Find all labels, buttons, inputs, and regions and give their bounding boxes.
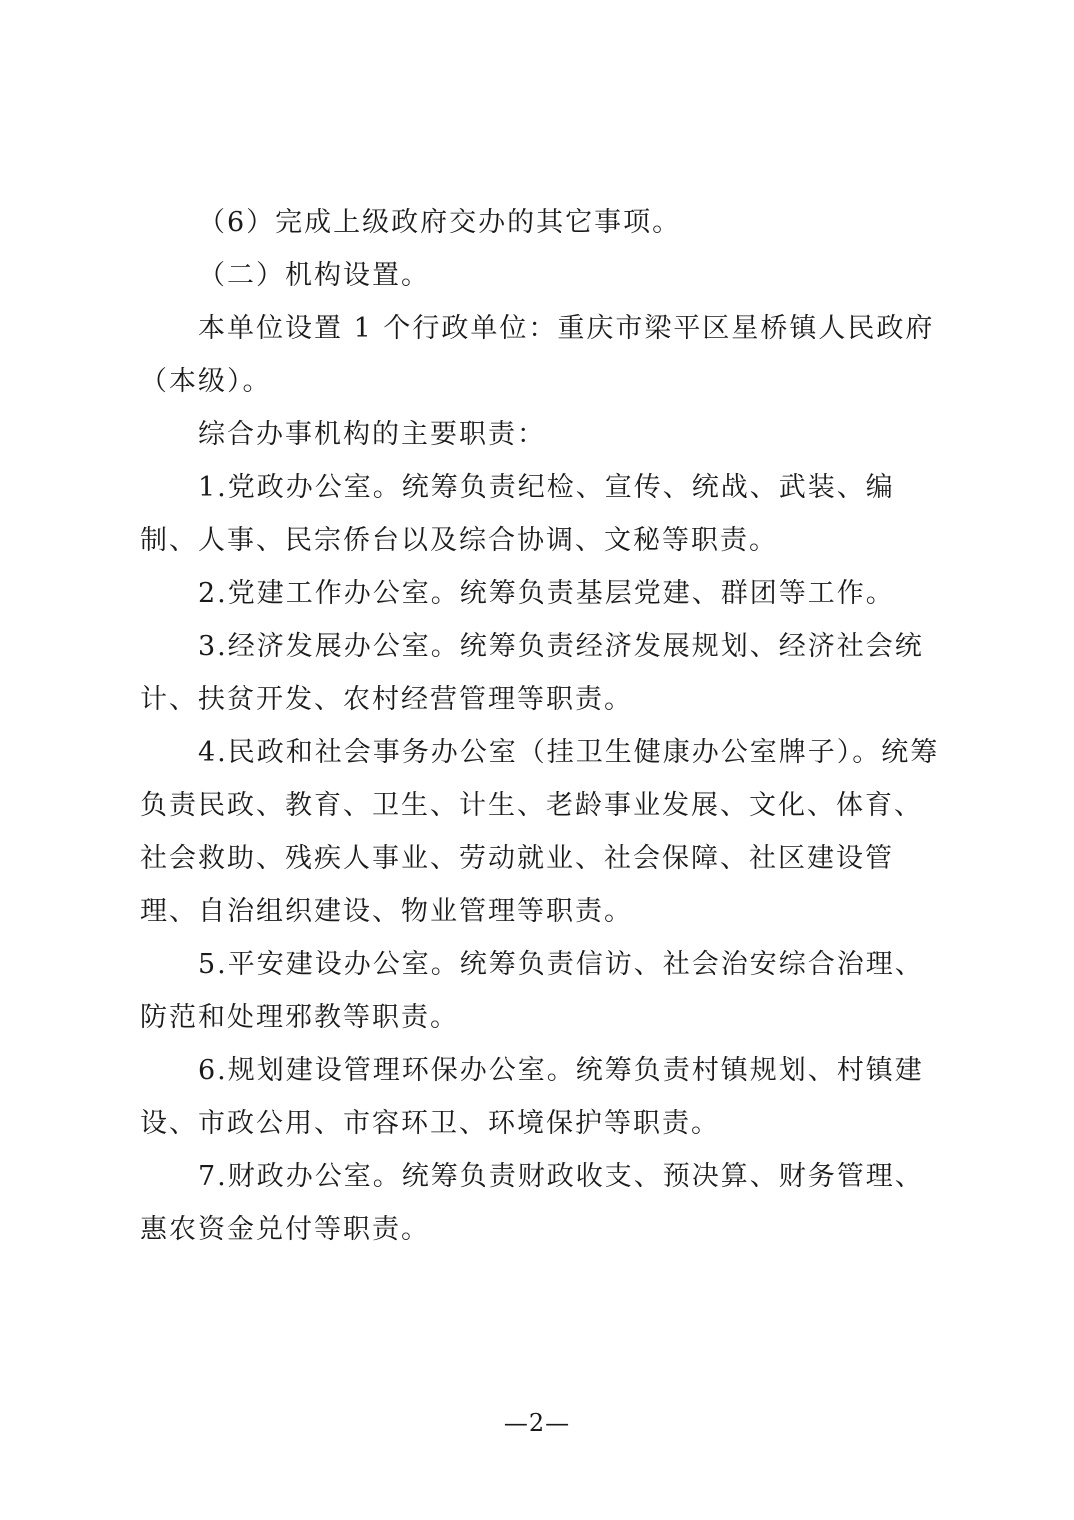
page-number: —2— bbox=[503, 1409, 571, 1437]
list-item-party-building-office: 2.党建工作办公室。统筹负责基层党建、群团等工作。 bbox=[198, 578, 895, 609]
paragraph-unit-setup: 本单位设置 1 个行政单位：重庆市梁平区星桥镇人民政府（本级）。 bbox=[140, 313, 935, 397]
list-item-planning-office: 6.规划建设管理环保办公室。统筹负责村镇规划、村镇建设、市政公用、市容环卫、环境保护等职责。 bbox=[140, 1055, 924, 1139]
paragraph-item-6: （6）完成上级政府交办的其它事项。 bbox=[198, 207, 682, 238]
list-item-economic-office: 3.经济发展办公室。统筹负责经济发展规划、经济社会统计、扶贫开发、农村经营管理等职责。 bbox=[140, 631, 924, 715]
paragraph-duties-intro: 综合办事机构的主要职责： bbox=[198, 419, 546, 450]
list-item-finance-office: 7.财政办公室。统筹负责财政收支、预决算、财务管理、惠农资金兑付等职责。 bbox=[140, 1161, 924, 1245]
section-heading-organization: （二）机构设置。 bbox=[198, 260, 430, 291]
list-item-civil-affairs-office: 4.民政和社会事务办公室（挂卫生健康办公室牌子）。统筹负责民政、教育、卫生、计生、老龄事业发展、文化、体育、社会救助、残疾人事业、劳动就业、社会保障、社区建设管理、自治组织建设、物业管理等职责。 bbox=[140, 737, 940, 927]
list-item-safety-office: 5.平安建设办公室。统筹负责信访、社会治安综合治理、防范和处理邪教等职责。 bbox=[140, 949, 924, 1033]
list-item-party-office: 1.党政办公室。统筹负责纪检、宣传、统战、武装、编制、人事、民宗侨台以及综合协调、文秘等职责。 bbox=[140, 472, 895, 556]
